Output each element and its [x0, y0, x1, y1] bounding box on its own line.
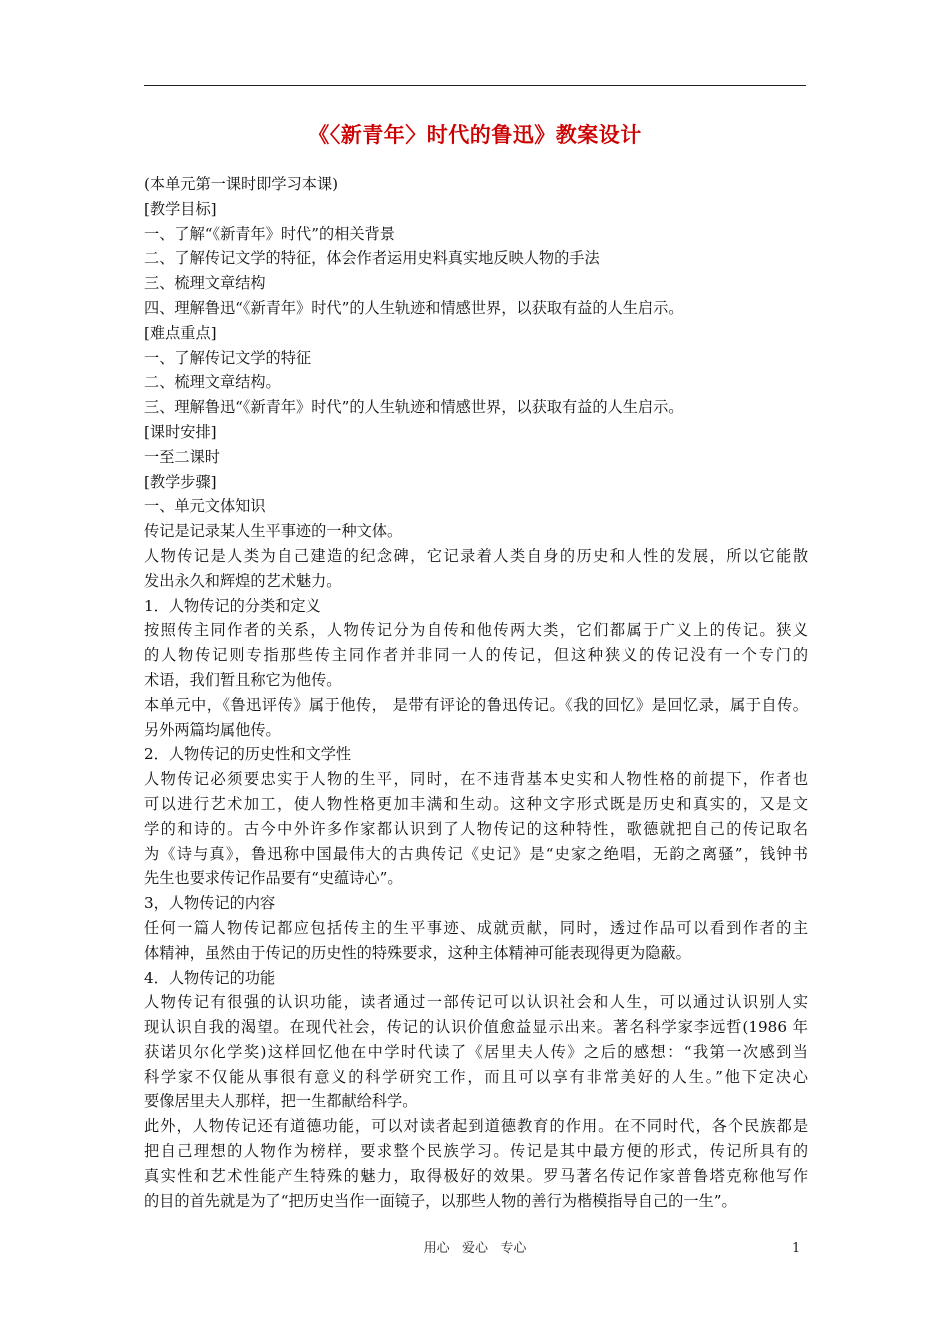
text-line: 可以进行艺术加工，使人物性格更加丰满和生动。这种文字形式既是历史和真实的，又是文: [144, 794, 808, 813]
text-line: 3，人物传记的内容: [144, 894, 276, 913]
text-line: [教学目标]: [144, 199, 217, 218]
text-line: 二、梳理文章结构。: [144, 373, 281, 392]
text-line: 一、了解传记文学的特征: [144, 348, 312, 367]
text-line: 为《诗与真》，鲁迅称中国最伟大的古典传记《史记》是“史家之绝唱，无韵之离骚”，钱钟书: [144, 844, 808, 863]
text-line: 的目的首先就是为了“把历史当作一面镜子，以那些人物的善行为楷模指导自己的一生”。: [144, 1191, 737, 1210]
text-line: 任何一篇人物传记都应包括传主的生平事迹、成就贡献，同时，透过作品可以看到作者的主: [144, 918, 808, 937]
text-line: 1．人物传记的分类和定义: [144, 596, 321, 615]
text-line: [教学步骤]: [144, 472, 217, 491]
text-line: 学的和诗的。古今中外许多作家都认识到了人物传记的这种特性，歌德就把自己的传记取名: [144, 819, 808, 838]
header-rule: [144, 85, 806, 86]
text-line: 另外两篇均属他传。: [144, 720, 281, 739]
text-line: 术语，我们暂且称它为他传。: [144, 670, 342, 689]
text-line: 二、了解传记文学的特征，体会作者运用史料真实地反映人物的手法: [144, 249, 600, 268]
text-line: 四、理解鲁迅“《新青年》时代”的人生轨迹和情感世界，以获取有益的人生启示。: [144, 298, 684, 317]
footer-motto: 用心 爱心 专心: [423, 1241, 527, 1256]
text-line: 一、单元文体知识: [144, 497, 266, 516]
text-line: [难点重点]: [144, 323, 217, 342]
text-line: 体精神，虽然由于传记的历史性的特殊要求，这种主体精神可能表现得更为隐蔽。: [144, 943, 691, 962]
text-line: [课时安排]: [144, 422, 217, 441]
text-line: 2．人物传记的历史性和文学性: [144, 745, 352, 764]
text-line: 三、梳理文章结构: [144, 274, 266, 293]
text-line: 三、理解鲁迅“《新青年》时代”的人生轨迹和情感世界，以获取有益的人生启示。: [144, 398, 684, 417]
text-line: 人物传记必须要忠实于人物的生平，同时，在不违背基本史实和人物性格的前提下，作者也: [144, 770, 808, 789]
text-line: 传记是记录某人生平事迹的一种文体。: [144, 522, 403, 541]
text-line: 按照传主同作者的关系，人物传记分为自传和他传两大类，它们都属于广义上的传记。狭义: [144, 621, 808, 640]
text-line: 真实性和艺术性能产生特殊的魅力，取得极好的效果。罗马著名传记作家普鲁塔克称他写作: [144, 1166, 808, 1185]
text-line: 一至二课时: [144, 447, 220, 466]
text-line: 先生也要求传记作品要有“史蕴诗心”。: [144, 869, 403, 888]
text-line: 科学家不仅能从事很有意义的科学研究工作，而且可以享有非常美好的人生。”他下定决心: [144, 1067, 808, 1086]
text-line: 此外，人物传记还有道德功能，可以对读者起到道德教育的作用。在不同时代，各个民族都是: [144, 1117, 808, 1136]
text-line: 一、了解“《新青年》时代”的相关背景: [144, 224, 395, 243]
text-line: 发出永久和辉煌的艺术魅力。: [144, 571, 342, 590]
text-line: 把自己理想的人物作为榜样，要求整个民族学习。传记是其中最方便的形式，传记所具有的: [144, 1142, 808, 1161]
text-line: 要像居里夫人那样，把一生都献给科学。: [144, 1092, 418, 1111]
document-body: [144, 172, 808, 1213]
text-line: 人物传记有很强的认识功能，读者通过一部传记可以认识社会和人生，可以通过认识别人实: [144, 993, 808, 1012]
page-number: 1: [792, 1241, 801, 1256]
text-line: 的人物传记则专指那些传主同作者并非同一人的传记，但这种狭义的传记没有一个专门的: [144, 646, 808, 665]
text-line: (本单元第一课时即学习本课): [144, 175, 339, 193]
text-line: 获诺贝尔化学奖)这样回忆他在中学时代读了《居里夫人传》之后的感想：“我第一次感到当: [144, 1042, 808, 1061]
document-title: 《〈新青年〉时代的鲁迅》教案设计: [308, 123, 642, 147]
text-line: 现认识自我的渴望。在现代社会，传记的认识价值愈益显示出来。著名科学家李远哲(1986 年: [144, 1018, 808, 1037]
text-line: 人物传记是人类为自己建造的纪念碑，它记录着人类自身的历史和人性的发展，所以它能散: [144, 546, 808, 565]
text-line: 4．人物传记的功能: [144, 968, 276, 987]
text-line: 本单元中，《鲁迅评传》属于他传， 是带有评论的鲁迅传记。《我的回忆》是回忆录，属于自传。: [144, 695, 808, 714]
